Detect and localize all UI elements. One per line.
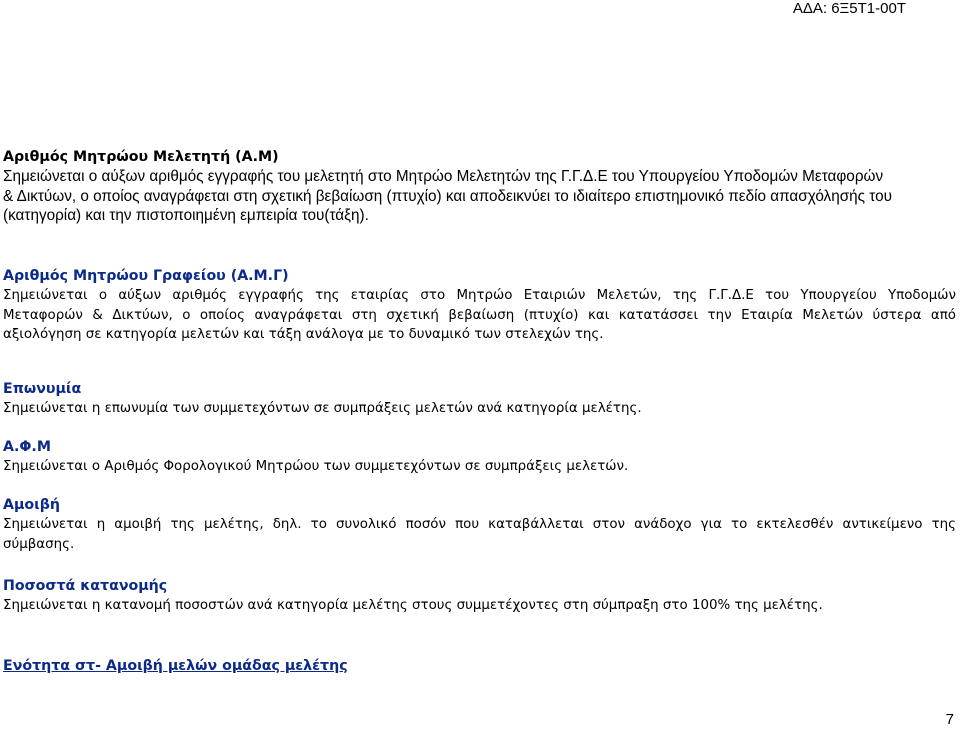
section-line: αξιολόγηση σε κατηγορία μελετών και τάξη ανάλογα με το δυναμικό των στελεχών της.	[3, 327, 604, 342]
section-title: Ποσοστά κατανομής	[3, 578, 168, 594]
section-title: Αριθμός Μητρώου Μελετητή (Α.Μ)	[3, 149, 279, 165]
section-line: Σημειώνεται ο αύξων αριθμός εγγραφής της εταιρίας στο Μητρώο Εταιριών Μελετών, της Γ.Γ.Δ.Ε του Υπουργείου Υποδομών	[3, 288, 956, 303]
section-amoivi	[3, 496, 956, 554]
section-title: Αριθμός Μητρώου Γραφείου (Α.Μ.Γ)	[3, 268, 289, 284]
section-amg	[3, 267, 956, 345]
section-line: Σημειώνεται η επωνυμία των συμμετεχόντων σε συμπράξεις μελετών ανά κατηγορία μελέτης.	[3, 401, 642, 416]
section-title: Επωνυμία	[3, 381, 82, 397]
section-pososta	[3, 577, 956, 616]
section-title: Αμοιβή	[3, 497, 60, 513]
section-afm	[3, 438, 956, 477]
page-number: 7	[945, 711, 954, 728]
section-line: (κατηγορία) και την πιστοποιημένη εμπειρία του(τάξη).	[3, 207, 369, 224]
section-line: & Δικτύων, ο οποίος αναγράφεται στη σχετική βεβαίωση (πτυχίο) και αποδεικνύει το ιδιαίτερο επιστημονικό πεδίο απασχόλησής του	[3, 187, 892, 205]
section-line: Σημειώνεται η αμοιβή της μελέτης, δηλ. το συνολικό ποσόν που καταβάλλεται στον ανάδοχο για το εκτελεσθέν αντικείμενο της	[3, 517, 956, 532]
section-line: Σημειώνεται ο Αριθμός Φορολογικού Μητρώου των συμμετεχόντων σε συμπράξεις μελετών.	[3, 459, 629, 474]
section-line: Σημειώνεται η κατανομή ποσοστών ανά κατηγορία μελέτης στους συμμετέχοντες στη σύμπραξη στο 100% της μελέτης.	[3, 598, 823, 613]
section-title: Ενότητα στ- Αμοιβή μελών ομάδας μελέτης	[3, 658, 348, 674]
section-line: σύμβασης.	[3, 536, 75, 552]
section-am	[3, 148, 956, 226]
ada-code: ΑΔΑ: 6Ξ5Τ1-00Τ	[792, 0, 906, 17]
section-line: Σημειώνεται ο αύξων αριθμός εγγραφής του μελετητή στο Μητρώο Μελετητών της Γ.Γ.Δ.Ε του Υπουργείου Υποδομών Μεταφορών	[3, 168, 884, 185]
section-line: Μεταφορών & Δικτύων, ο οποίος αναγράφεται στη σχετική βεβαίωση (πτυχίο) και κατατάσσει την Εταιρία Μελετών ύστερα από	[3, 307, 956, 323]
section-title: Α.Φ.Μ	[3, 439, 51, 455]
section-eponymia	[3, 380, 956, 419]
section-enotita	[3, 657, 956, 676]
